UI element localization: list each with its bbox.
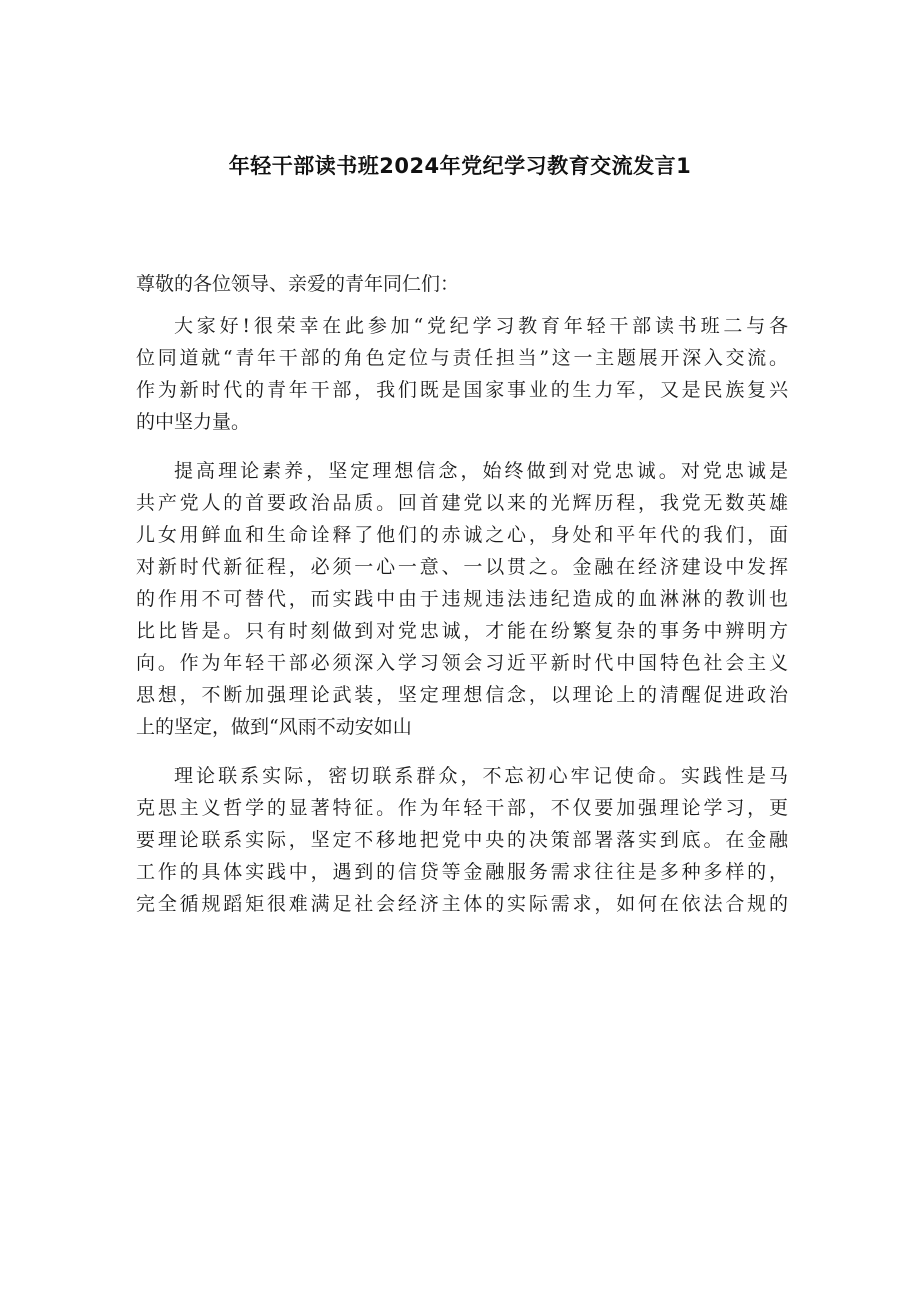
paragraph-line: 比比皆是。只有时刻做到对党忠诚，才能在纷繁复杂的事务中辨明方 [136, 620, 788, 642]
paragraph-line: 对新时代新征程，必须一心一意、一以贯之。金融在经济建设中发挥 [136, 556, 788, 578]
paragraph-line: 位同道就“青年干部的角色定位与责任担当”这一主题展开深入交流。 [136, 347, 788, 369]
paragraph-line: 工作的具体实践中，遇到的信贷等金融服务需求往往是多种多样的， [136, 861, 788, 883]
document-title: 年轻干部读书班2024年党纪学习教育交流发言1 [228, 154, 692, 178]
paragraph-line: 的中坚力量。 [136, 411, 251, 433]
paragraph-line: 完全循规蹈矩很难满足社会经济主体的实际需求，如何在依法合规的 [136, 893, 788, 915]
paragraph-line: 思想，不断加强理论武装，坚定理想信念，以理论上的清醒促进政治 [136, 684, 788, 706]
paragraph-line: 共产党人的首要政治品质。回首建党以来的光辉历程，我党无数英雄 [136, 492, 788, 514]
paragraph-2 [136, 455, 788, 743]
document-body [136, 268, 788, 937]
paragraph-line: 儿女用鲜血和生命诠释了他们的赤诚之心，身处和平年代的我们，面 [136, 524, 788, 546]
paragraph-3 [136, 760, 788, 920]
paragraph-line: 上的坚定，做到“风雨不动安如山 [136, 716, 412, 738]
paragraph-line: 向。作为年轻干部必须深入学习领会习近平新时代中国特色社会主义 [136, 652, 788, 674]
paragraph-line: 提高理论素养，坚定理想信念，始终做到对党忠诚。对党忠诚是 [174, 460, 788, 482]
paragraph-line: 克思主义哲学的显著特征。作为年轻干部，不仅要加强理论学习，更 [136, 797, 788, 819]
paragraph-line: 作为新时代的青年干部，我们既是国家事业的生力军，又是民族复兴 [136, 379, 788, 401]
paragraph-line: 理论联系实际，密切联系群众，不忘初心牢记使命。实践性是马 [174, 765, 788, 787]
paragraph-line: 的作用不可替代，而实践中由于违规违法违纪造成的血淋淋的教训也 [136, 588, 788, 610]
paragraph-line: 要理论联系实际，坚定不移地把党中央的决策部署落实到底。在金融 [136, 829, 788, 851]
paragraph-1 [136, 310, 788, 438]
paragraph-line: 大家好!很荣幸在此参加“党纪学习教育年轻干部读书班二与各 [174, 315, 788, 337]
salutation: 尊敬的各位领导、亲爱的青年同仁们： [136, 273, 460, 295]
